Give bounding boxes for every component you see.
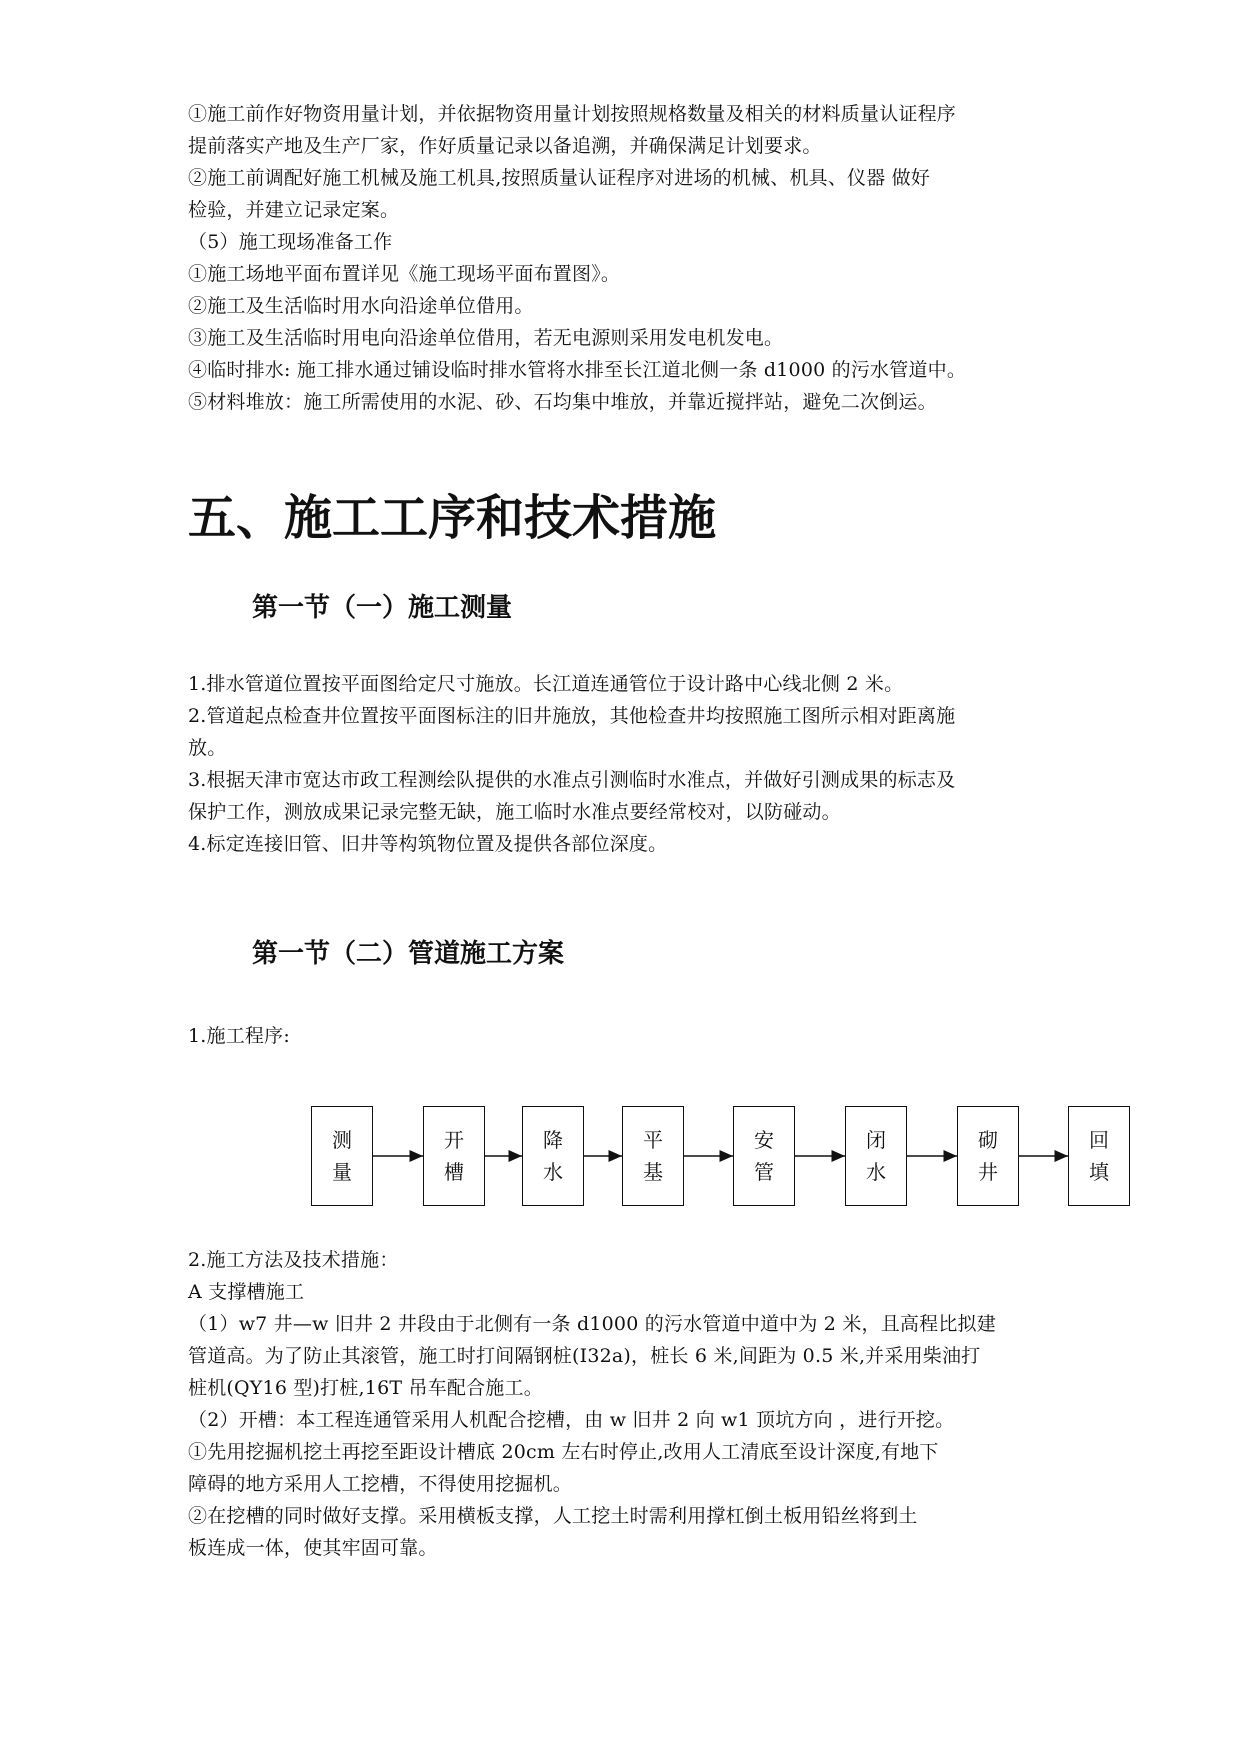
flow-step-char: 井 — [978, 1160, 998, 1184]
flow-step-char: 管 — [754, 1160, 774, 1184]
program-label: 1.施工程序: — [188, 1025, 290, 1047]
flow-step-box — [733, 1106, 795, 1206]
text-line: ④临时排水: 施工排水通过铺设临时排水管将水排至长江道北侧一条 d1000 的污水管道中。 — [188, 359, 967, 381]
flow-step-char: 槽 — [444, 1160, 464, 1184]
flow-step-box — [423, 1106, 485, 1206]
text-line: 2.施工方法及技术措施： — [188, 1249, 399, 1271]
text-line: 2.管道起点检查井位置按平面图标注的旧井施放，其他检查井均按照施工图所示相对距离施 — [188, 705, 956, 727]
text-line: ②在挖槽的同时做好支撑。采用横板支撑，人工挖土时需利用撑杠倒土板用铅丝将到土 — [188, 1505, 918, 1527]
flow-step-char: 闭 — [866, 1128, 886, 1152]
text-line: 管道高。为了防止其滚管，施工时打间隔钢桩(I32a)，桩长 6 米,间距为 0.5 米,并采用柴油打 — [188, 1345, 981, 1367]
text-line: ③施工及生活临时用电向沿途单位借用，若无电源则采用发电机发电。 — [188, 327, 784, 349]
text-line: 检验，并建立记录定案。 — [188, 199, 400, 221]
section-heading-pipe-plan: 第一节（二）管道施工方案 — [252, 939, 565, 969]
text-line: ①施工场地平面布置详见《施工现场平面布置图》。 — [188, 263, 621, 285]
text-line: （5）施工现场准备工作 — [188, 231, 393, 253]
flow-step-char: 填 — [1089, 1160, 1109, 1184]
flow-step-char: 测 — [332, 1128, 352, 1152]
text-line: A 支撑槽施工 — [188, 1281, 305, 1303]
flow-step-box — [311, 1106, 373, 1206]
flow-step-box — [522, 1106, 584, 1206]
text-line: ②施工前调配好施工机械及施工机具,按照质量认证程序对进场的机械、机具、仪器 做好 — [188, 167, 931, 189]
flow-step-char: 水 — [866, 1160, 886, 1184]
text-line: 障碍的地方采用人工挖槽，不得使用挖掘机。 — [188, 1473, 573, 1495]
flow-step-char: 回 — [1089, 1128, 1109, 1152]
flow-step-char: 开 — [444, 1128, 464, 1152]
text-line: 保护工作，测放成果记录完整无缺，施工临时水准点要经常校对，以防碰动。 — [188, 801, 841, 823]
text-line: ②施工及生活临时用水向沿途单位借用。 — [188, 295, 534, 317]
flow-step-char: 平 — [643, 1128, 663, 1152]
flow-step-box — [1068, 1106, 1130, 1206]
text-line: ⑤材料堆放：施工所需使用的水泥、砂、石均集中堆放，并靠近搅拌站，避免二次倒运。 — [188, 391, 937, 413]
text-line: 3.根据天津市宽达市政工程测绘队提供的水准点引测临时水准点，并做好引测成果的标志及 — [188, 769, 956, 791]
text-line: ①施工前作好物资用量计划，并依据物资用量计划按照规格数量及相关的材料质量认证程序 — [188, 103, 957, 125]
chapter-heading: 五、施工工序和技术措施 — [188, 490, 717, 546]
flow-step-char: 水 — [543, 1160, 563, 1184]
text-line: 提前落实产地及生产厂家，作好质量记录以备追溯，并确保满足计划要求。 — [188, 135, 822, 157]
text-line: ①先用挖掘机挖土再挖至距设计槽底 20cm 左右时停止,改用人工清底至设计深度,有地下 — [188, 1441, 939, 1463]
text-line: （2）开槽：本工程连通管采用人机配合挖槽，由 w 旧井 2 向 w1 顶坑方向 ，进行开挖。 — [188, 1409, 955, 1431]
flow-step-char: 降 — [543, 1128, 563, 1152]
text-line: 板连成一体，使其牢固可靠。 — [188, 1537, 438, 1559]
flow-step-char: 基 — [643, 1160, 663, 1184]
text-line: 桩机(QY16 型)打桩,16T 吊车配合施工。 — [188, 1377, 543, 1399]
flow-step-char: 量 — [332, 1160, 352, 1184]
flow-step-box — [957, 1106, 1019, 1206]
flow-step-char: 安 — [754, 1128, 774, 1152]
flow-step-box — [622, 1106, 684, 1206]
text-line: 4.标定连接旧管、旧井等构筑物位置及提供各部位深度。 — [188, 833, 668, 855]
text-line: 放。 — [188, 737, 227, 759]
text-line: （1）w7 井—w 旧井 2 井段由于北侧有一条 d1000 的污水管道中道中为 2 米，且高程比拟建 — [188, 1313, 996, 1335]
section-heading-survey: 第一节（一）施工测量 — [252, 593, 513, 623]
flow-step-char: 砌 — [978, 1128, 998, 1152]
flow-step-box — [845, 1106, 907, 1206]
text-line: 1.排水管道位置按平面图给定尺寸施放。长江道连通管位于设计路中心线北侧 2 米。 — [188, 673, 904, 695]
